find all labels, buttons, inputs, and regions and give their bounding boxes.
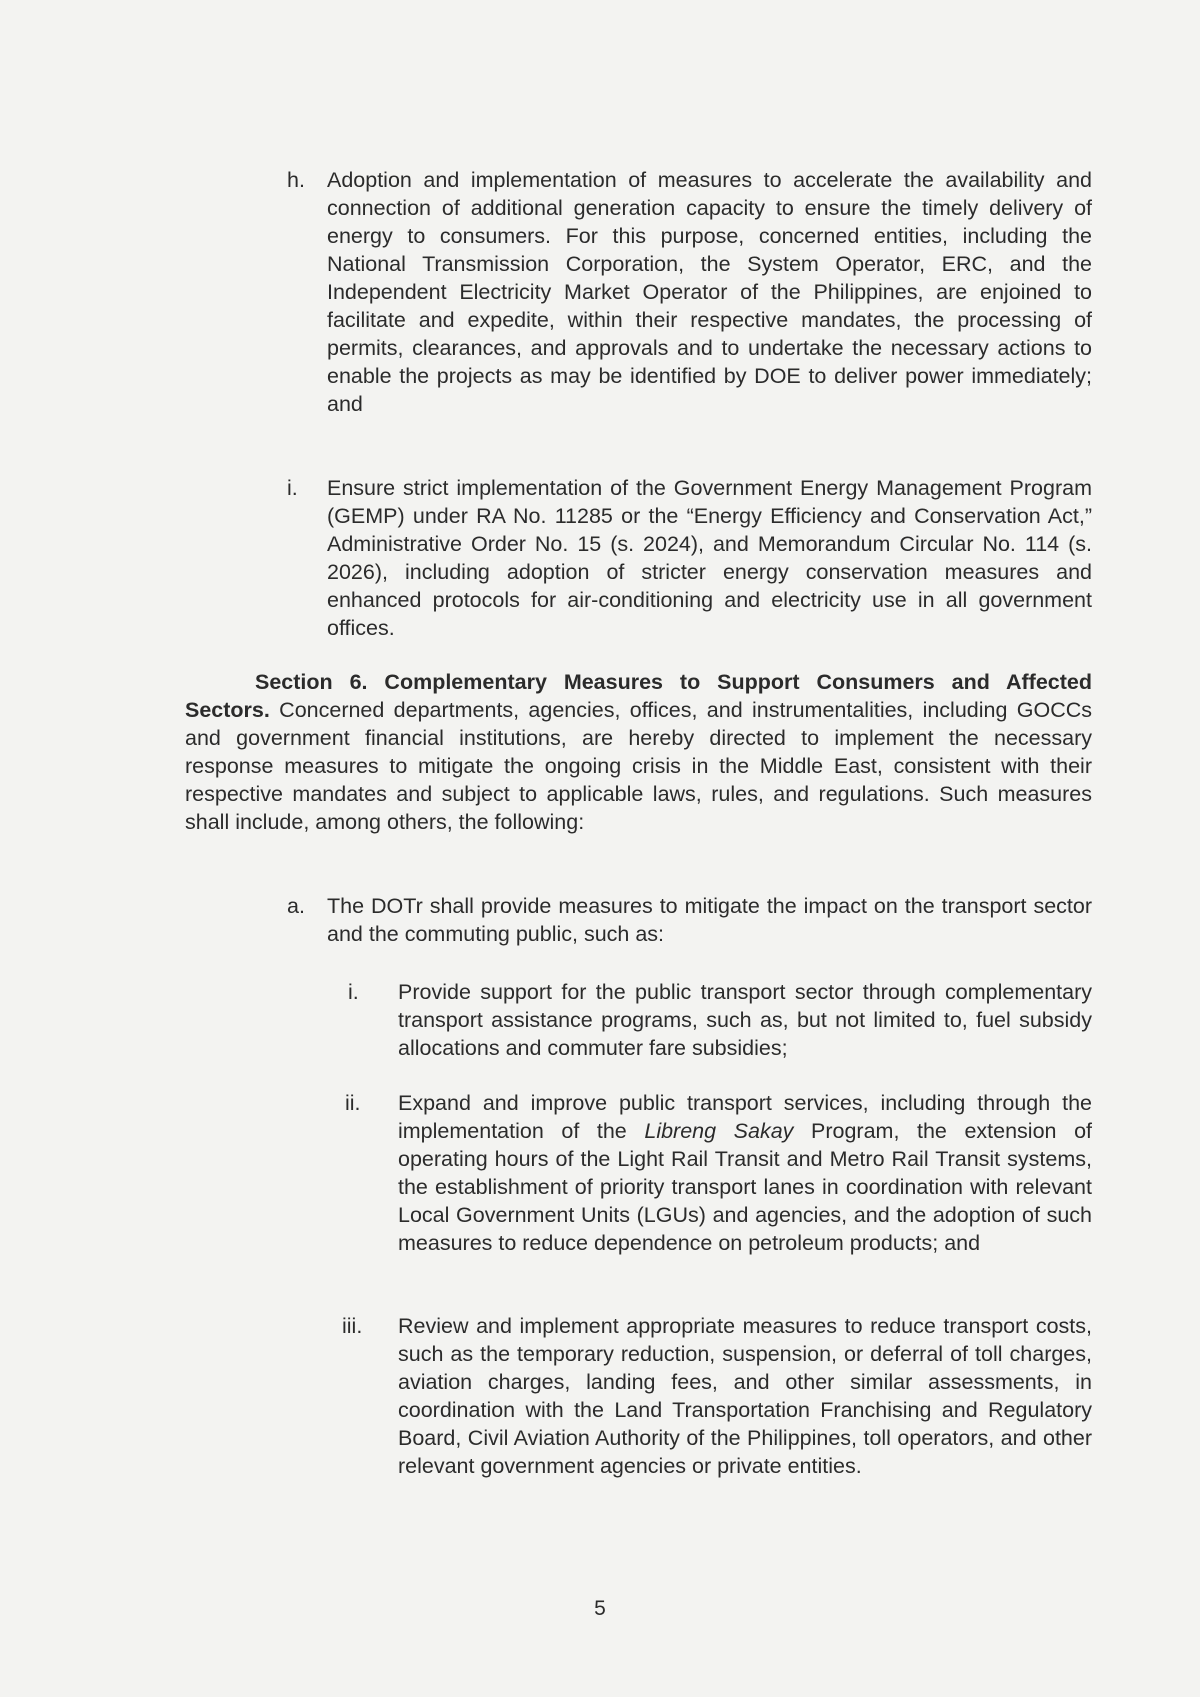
sub-item-ii-text-before: Expand and improve public transport services, including through the implementation of the xyxy=(398,1091,1092,1143)
list-item-h: Adoption and implementation of measures to accelerate the availability and connection of additional generation capacity to ensure the timely delivery of energy to consumers. For this purpose, concerned entities, including the National Transmission Corporation, the System Operator, ERC, and the Independent Electricity Market Operator of the Philippines, are enjoined to facilitate and expedite, within their respective mandates, the processing of permits, clearances, and approvals and to undertake the necessary actions to enable the projects as may be identified by DOE to deliver power immediately; and xyxy=(327,168,1092,416)
section-6-paragraph xyxy=(185,668,1092,836)
sub-marker-ii: ii. xyxy=(345,1091,361,1115)
sub-item-i: Provide support for the public transport sector through complementary transport assistance programs, such as, but not limited to, fuel subsidy allocations and commuter fare subsidies; xyxy=(398,980,1092,1060)
list-marker-h: h. xyxy=(287,168,305,192)
sub-item-ii xyxy=(398,1089,1092,1257)
sub-marker-iii: iii. xyxy=(342,1314,363,1338)
section-6-heading: Section 6. Complementary Measures to Support Consumers and Affected Sectors. xyxy=(185,670,1092,722)
sub-marker-i: i. xyxy=(348,980,359,1004)
libreng-sakay-italic: Libreng Sakay xyxy=(644,1119,794,1143)
list-item-a: The DOTr shall provide measures to mitigate the impact on the transport sector and the commuting public, such as: xyxy=(327,894,1092,946)
sub-item-ii-text-after: Program, the extension of operating hours of the Light Rail Transit and Metro Rail Transit systems, the establishment of priority transport lanes in coordination with relevant Local Government Units (LGUs) and agencies, and the adoption of such measures to reduce dependence on petroleum products; and xyxy=(398,1119,1092,1255)
list-item-i: Ensure strict implementation of the Government Energy Management Program (GEMP) under RA No. 11285 or the “Energy Efficiency and Conservation Act,” Administrative Order No. 15 (s. 2024), and Memorandum Circular No. 114 (s. 2026), including adoption of stricter energy conservation measures and enhanced protocols for air-conditioning and electricity use in all government offices. xyxy=(327,476,1092,640)
list-marker-i: i. xyxy=(287,476,298,500)
page-number: 5 xyxy=(594,1597,606,1620)
sub-item-iii: Review and implement appropriate measures to reduce transport costs, such as the temporary reduction, suspension, or deferral of toll charges, aviation charges, landing fees, and other similar assessments, in coordination with the Land Transportation Franchising and Regulatory Board, Civil Aviation Authority of the Philippines, toll operators, and other relevant government agencies or private entities. xyxy=(398,1314,1092,1478)
section-6-body: Concerned departments, agencies, offices, and instrumentalities, including GOCCs and government financial institutions, are hereby directed to implement the necessary response measures to mitigate the ongoing crisis in the Middle East, consistent with their respective mandates and subject to applicable laws, rules, and regulations. Such measures shall include, among others, the following: xyxy=(185,698,1092,834)
list-marker-a: a. xyxy=(287,894,305,918)
